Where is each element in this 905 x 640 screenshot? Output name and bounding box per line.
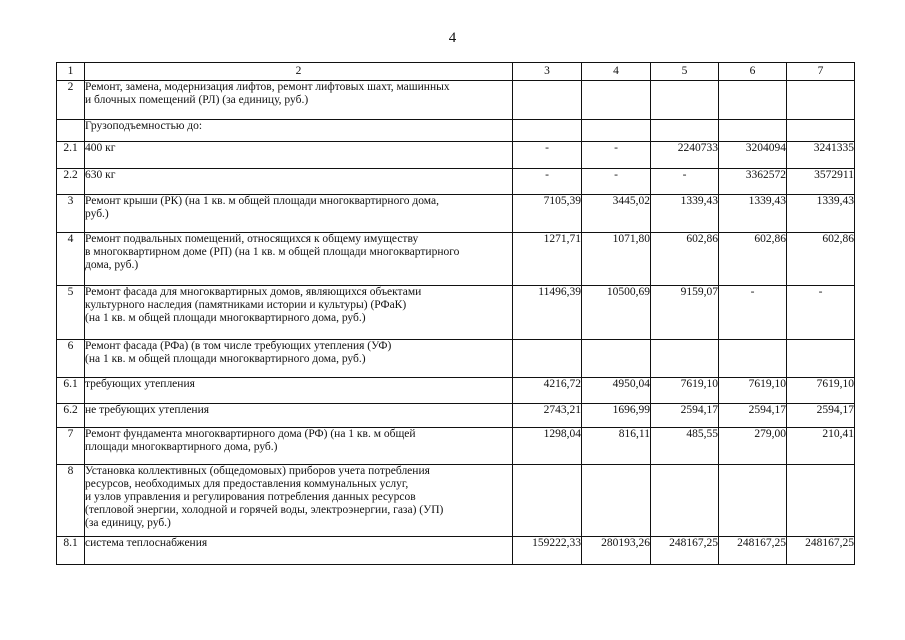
value-cell: 7619,10	[787, 378, 855, 404]
value-cell	[719, 81, 787, 120]
value-cell	[582, 465, 651, 537]
value-cell: 602,86	[787, 233, 855, 286]
table-row	[57, 404, 855, 428]
description-line: Ремонт фасада (РФа) (в том числе требующих утепления (УФ)	[85, 340, 392, 352]
row-description	[85, 81, 513, 120]
value-cell: -	[787, 286, 855, 340]
table-row	[57, 537, 855, 565]
header-cell: 2	[85, 63, 513, 81]
header-cell: 1	[57, 63, 85, 81]
row-number: 4	[57, 233, 85, 286]
value-cell: 279,00	[719, 428, 787, 465]
description-line: Ремонт, замена, модернизация лифтов, ремонт лифтовых шахт, машинных	[85, 81, 450, 93]
description-line: Ремонт фасада для многоквартирных домов, являющихся объектами	[85, 286, 422, 298]
row-number: 6.2	[57, 404, 85, 428]
value-cell	[719, 340, 787, 378]
row-description	[85, 404, 513, 428]
description-line: руб.)	[85, 208, 109, 220]
value-cell: 11496,39	[513, 286, 582, 340]
value-cell	[787, 465, 855, 537]
value-cell: -	[651, 169, 719, 195]
description-line: Установка коллективных (общедомовых) приборов учета потребления	[85, 465, 430, 477]
row-description	[85, 428, 513, 465]
description-line: дома, руб.)	[85, 259, 139, 271]
value-cell: 1298,04	[513, 428, 582, 465]
value-cell: 1339,43	[651, 195, 719, 233]
value-cell: 1271,71	[513, 233, 582, 286]
row-description	[85, 120, 513, 142]
value-cell: 602,86	[719, 233, 787, 286]
row-description	[85, 340, 513, 378]
row-description	[85, 537, 513, 565]
row-description	[85, 378, 513, 404]
table-row	[57, 195, 855, 233]
value-cell	[651, 81, 719, 120]
value-cell: 7619,10	[651, 378, 719, 404]
value-cell: 1339,43	[787, 195, 855, 233]
value-cell	[513, 465, 582, 537]
value-cell	[787, 340, 855, 378]
value-cell: 485,55	[651, 428, 719, 465]
value-cell: 1696,99	[582, 404, 651, 428]
description-line: (на 1 кв. м общей площади многоквартирного дома, руб.)	[85, 312, 366, 324]
value-cell: 7619,10	[719, 378, 787, 404]
description-line: (за единицу, руб.)	[85, 517, 171, 529]
table-row	[57, 286, 855, 340]
row-number: 2.1	[57, 142, 85, 169]
description-line: и блочных помещений (РЛ) (за единицу, руб.)	[85, 94, 309, 106]
row-number: 7	[57, 428, 85, 465]
row-description	[85, 169, 513, 195]
row-description	[85, 286, 513, 340]
description-line: в многоквартирном доме (РП) (на 1 кв. м общей площади многоквартирного	[85, 246, 460, 258]
value-cell: -	[582, 142, 651, 169]
description-line: (тепловой энергии, холодной и горячей воды, электроэнергии, газа) (УП)	[85, 504, 444, 516]
value-cell: 3572911	[787, 169, 855, 195]
value-cell: 280193,26	[582, 537, 651, 565]
value-cell	[513, 340, 582, 378]
header-cell: 4	[582, 63, 651, 81]
value-cell	[582, 340, 651, 378]
description-line: Ремонт крыши (РК) (на 1 кв. м общей площади многоквартирного дома,	[85, 195, 439, 207]
value-cell: 210,41	[787, 428, 855, 465]
row-number: 6.1	[57, 378, 85, 404]
row-number: 2	[57, 81, 85, 120]
table-header-row	[57, 63, 855, 81]
row-description	[85, 195, 513, 233]
value-cell: 2594,17	[651, 404, 719, 428]
value-cell: 2594,17	[719, 404, 787, 428]
value-cell: 4950,04	[582, 378, 651, 404]
value-cell: 1071,80	[582, 233, 651, 286]
row-number: 3	[57, 195, 85, 233]
value-cell	[719, 465, 787, 537]
table-row	[57, 378, 855, 404]
value-cell: 7105,39	[513, 195, 582, 233]
value-cell: 3241335	[787, 142, 855, 169]
value-cell: 4216,72	[513, 378, 582, 404]
value-cell: 3362572	[719, 169, 787, 195]
description-line: 630 кг	[85, 169, 116, 181]
row-description	[85, 233, 513, 286]
description-line: (на 1 кв. м общей площади многоквартирного дома, руб.)	[85, 353, 366, 365]
description-line: не требующих утепления	[85, 404, 210, 416]
value-cell: 159222,33	[513, 537, 582, 565]
value-cell	[582, 81, 651, 120]
value-cell	[787, 120, 855, 142]
row-description	[85, 142, 513, 169]
value-cell	[787, 81, 855, 120]
value-cell: 2743,21	[513, 404, 582, 428]
value-cell: -	[513, 142, 582, 169]
page-number: 4	[448, 30, 457, 46]
row-number: 5	[57, 286, 85, 340]
row-number: 8.1	[57, 537, 85, 565]
value-cell	[719, 120, 787, 142]
value-cell: 10500,69	[582, 286, 651, 340]
description-line: ресурсов, необходимых для предоставления коммунальных услуг,	[85, 478, 409, 490]
value-cell: -	[719, 286, 787, 340]
table-row	[57, 120, 855, 142]
header-cell: 6	[719, 63, 787, 81]
description-line: Ремонт подвальных помещений, относящихся к общему имуществу	[85, 233, 419, 245]
description-line: площади многоквартирного дома, руб.)	[85, 441, 278, 453]
value-cell: 248167,25	[719, 537, 787, 565]
description-line: Грузоподъемностью до:	[85, 120, 203, 132]
value-cell: 3204094	[719, 142, 787, 169]
value-cell	[651, 340, 719, 378]
description-line: требующих утепления	[85, 378, 195, 390]
value-cell: 1339,43	[719, 195, 787, 233]
row-number: 6	[57, 340, 85, 378]
description-line: культурного наследия (памятниками истории и культуры) (РФаК)	[85, 299, 407, 311]
description-line: Ремонт фундамента многоквартирного дома (РФ) (на 1 кв. м общей	[85, 428, 416, 440]
table-row	[57, 465, 855, 537]
value-cell	[513, 120, 582, 142]
value-cell: 816,11	[582, 428, 651, 465]
row-number: 2.2	[57, 169, 85, 195]
description-line: система теплоснабжения	[85, 537, 208, 549]
header-cell: 3	[513, 63, 582, 81]
value-cell	[651, 465, 719, 537]
value-cell: -	[513, 169, 582, 195]
value-cell: 248167,25	[651, 537, 719, 565]
value-cell: -	[582, 169, 651, 195]
value-cell: 2240733	[651, 142, 719, 169]
table-row	[57, 81, 855, 120]
table-row	[57, 428, 855, 465]
row-number	[57, 120, 85, 142]
value-cell	[582, 120, 651, 142]
row-description	[85, 465, 513, 537]
value-cell: 3445,02	[582, 195, 651, 233]
value-cell: 602,86	[651, 233, 719, 286]
value-cell	[513, 81, 582, 120]
description-line: и узлов управления и регулирования потребления данных ресурсов	[85, 491, 416, 503]
table-row	[57, 169, 855, 195]
row-number: 8	[57, 465, 85, 537]
value-cell: 2594,17	[787, 404, 855, 428]
table-body	[57, 63, 855, 565]
description-line: 400 кг	[85, 142, 116, 154]
header-cell: 5	[651, 63, 719, 81]
table-row	[57, 142, 855, 169]
value-cell	[651, 120, 719, 142]
table-row	[57, 233, 855, 286]
header-cell: 7	[787, 63, 855, 81]
table-row	[57, 340, 855, 378]
tariff-table	[56, 62, 855, 565]
value-cell: 9159,07	[651, 286, 719, 340]
value-cell: 248167,25	[787, 537, 855, 565]
